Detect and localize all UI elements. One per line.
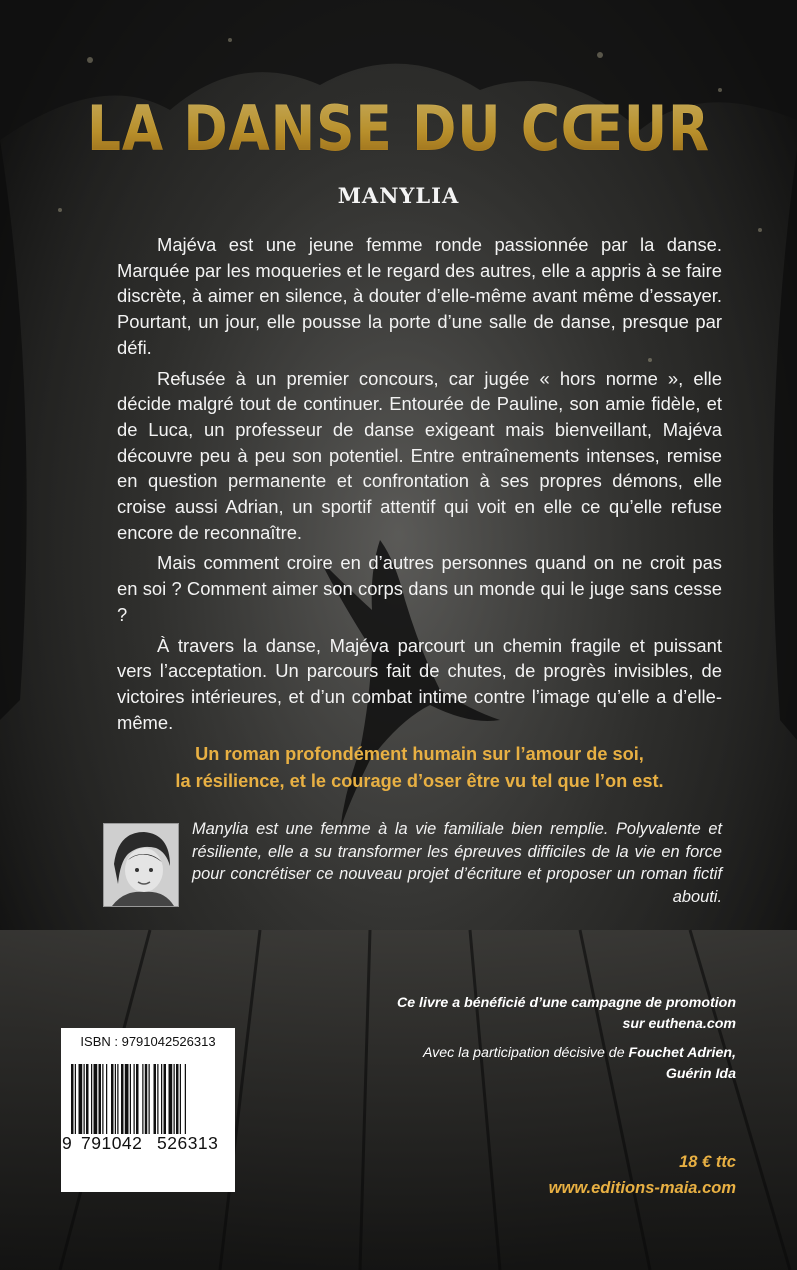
barcode-digits-left: 791042 bbox=[81, 1133, 143, 1153]
barcode-bar bbox=[169, 1064, 173, 1134]
barcode-bar bbox=[115, 1064, 116, 1134]
barcode-bar bbox=[111, 1064, 114, 1134]
synopsis-paragraph: Majéva est une jeune femme ronde passionnée par la danse. Marquée par les moqueries et le regard des autres, elle a appris à se faire discrète, à aimer en silence, à douter d’elle-même avant même d’essayer. Pourtant, un jour, elle pousse la porte d’une salle de danse, presque par défi. bbox=[117, 234, 722, 358]
tagline-line: la résilience, et le courage d’oser être vu tel que l’on est. bbox=[175, 771, 664, 791]
participant-names: Fouchet Adrien, bbox=[628, 1045, 736, 1061]
barcode-bar bbox=[84, 1064, 85, 1134]
barcode-bar bbox=[161, 1064, 162, 1134]
barcode-bar bbox=[142, 1064, 143, 1134]
promotion-line: sur euthena.com bbox=[622, 1016, 736, 1032]
synopsis-paragraph: Mais comment croire en d’autres personnes quand on ne croit pas en soi ? Comment aimer son corps dans un monde qui le juge sans cesse ? bbox=[117, 552, 722, 625]
barcode-bar bbox=[136, 1064, 139, 1134]
price: 18 € ttc bbox=[679, 1153, 736, 1171]
barcode-bars bbox=[71, 1064, 225, 1134]
barcode-bar bbox=[106, 1064, 107, 1134]
book-title: LA DANSE DU CŒUR bbox=[56, 92, 741, 165]
promotion-line: Ce livre a bénéficié d’une campagne de promotion bbox=[396, 995, 736, 1011]
barcode-bar bbox=[121, 1064, 124, 1134]
participation-prefix: Avec la participation décisive de bbox=[422, 1045, 629, 1061]
book-author: MANYLIA bbox=[337, 183, 460, 208]
tagline bbox=[117, 741, 722, 795]
barcode-bar bbox=[125, 1064, 129, 1134]
barcode-bar bbox=[79, 1064, 83, 1134]
barcode-bar bbox=[145, 1064, 148, 1134]
barcode-bar bbox=[164, 1064, 167, 1134]
isbn-barcode bbox=[61, 1028, 235, 1192]
barcode-bar bbox=[176, 1064, 179, 1134]
tagline-line: Un roman profondément humain sur l’amour de soi, bbox=[195, 744, 644, 764]
publisher-website[interactable]: www.editions-maia.com bbox=[548, 1179, 736, 1197]
barcode-bar bbox=[130, 1064, 131, 1134]
promotion-notice bbox=[316, 993, 736, 1035]
barcode-bar bbox=[157, 1064, 158, 1134]
barcode-bar bbox=[75, 1064, 76, 1134]
barcode-bar bbox=[174, 1064, 175, 1134]
barcode-digit-first: 9 bbox=[62, 1133, 72, 1153]
barcode-bar bbox=[149, 1064, 150, 1134]
synopsis bbox=[117, 232, 722, 740]
author-photo bbox=[103, 823, 179, 907]
participation-credits bbox=[316, 1043, 736, 1085]
synopsis-paragraph: Refusée à un premier concours, car jugée « hors norme », elle décide malgré tout de continuer. Entourée de Pauline, son amie fidèle, et de Luca, un professeur de danse exigeant mais bienveillant, Majéva découvre peu à peu son potentiel. Entre entraînements intenses, remise en question permanente et confrontation à ses propres démons, elle croise aussi Adrian, un sportif attentif qui voit en elle ce qu’elle refuse encore de reconnaître. bbox=[117, 367, 722, 543]
barcode-bar bbox=[134, 1064, 135, 1134]
synopsis-paragraph: À travers la danse, Majéva parcourt un chemin fragile et puissant vers l’acceptation. Un parcours fait de chutes, de progrès invisibles, de victoires intérieures, et d’un combat intime contre l’image qu’elle a d’elle-même. bbox=[117, 634, 722, 733]
barcode-bar bbox=[185, 1064, 186, 1134]
barcode-bar bbox=[71, 1064, 74, 1134]
barcode-bar bbox=[91, 1064, 92, 1134]
participant-names: Guérin Ida bbox=[665, 1066, 736, 1082]
barcode-bar bbox=[94, 1064, 98, 1134]
author-bio: Manylia est une femme à la vie familiale bien remplie. Polyvalente et résiliente, elle a su transformer les épreuves difficiles de la vie en force pour concrétiser ce nouveau projet d’écriture et proposer un roman fictif abouti. bbox=[192, 820, 722, 906]
barcode-bar bbox=[102, 1064, 103, 1134]
barcode-bar bbox=[180, 1064, 181, 1134]
barcode-bar bbox=[86, 1064, 89, 1134]
barcode-bar bbox=[154, 1064, 157, 1134]
isbn-label: ISBN : 9791042526313 bbox=[80, 1034, 216, 1049]
barcode-bar bbox=[99, 1064, 102, 1134]
author-portrait-icon bbox=[104, 824, 178, 906]
barcode-digits-right: 526313 bbox=[157, 1133, 219, 1153]
barcode-bar bbox=[117, 1064, 118, 1134]
